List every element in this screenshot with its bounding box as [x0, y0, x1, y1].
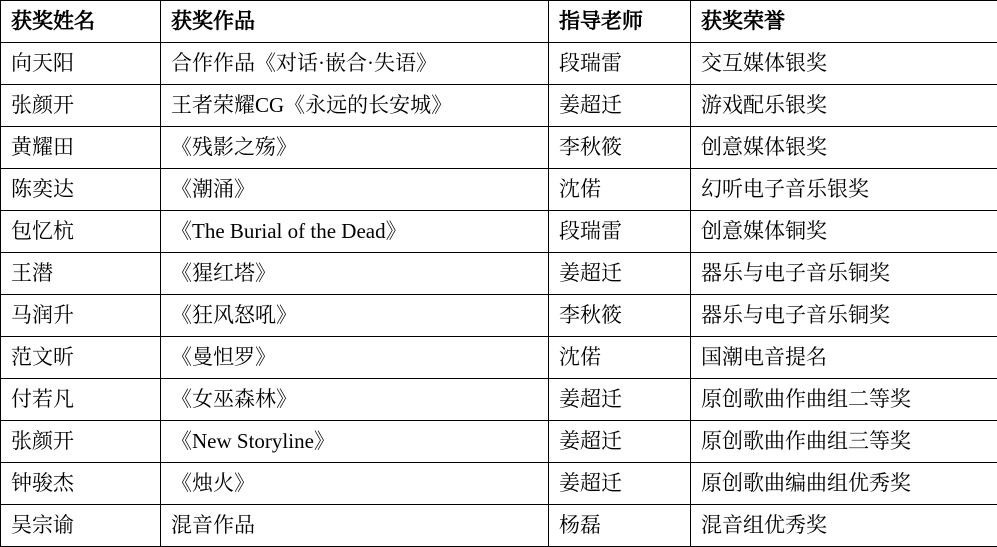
table-row: [1, 253, 997, 295]
cell-advisor: 姜超迁: [549, 463, 691, 505]
cell-honor: 器乐与电子音乐铜奖: [691, 253, 997, 295]
cell-advisor: 姜超迁: [549, 379, 691, 421]
cell-honor: 幻听电子音乐银奖: [691, 169, 997, 211]
cell-work: 王者荣耀CG《永远的长安城》: [161, 85, 549, 127]
cell-name: 张颜开: [1, 421, 161, 463]
column-header-honor: 获奖荣誉: [691, 1, 997, 43]
cell-advisor: 沈偌: [549, 337, 691, 379]
cell-honor: 原创歌曲作曲组三等奖: [691, 421, 997, 463]
cell-honor: 器乐与电子音乐铜奖: [691, 295, 997, 337]
cell-honor: 创意媒体铜奖: [691, 211, 997, 253]
table-header: [1, 1, 997, 43]
table-row: [1, 337, 997, 379]
table-row: [1, 295, 997, 337]
cell-honor: 游戏配乐银奖: [691, 85, 997, 127]
table-row: [1, 85, 997, 127]
cell-honor: 交互媒体银奖: [691, 43, 997, 85]
cell-advisor: 姜超迁: [549, 253, 691, 295]
cell-name: 张颜开: [1, 85, 161, 127]
cell-work: 《女巫森林》: [161, 379, 549, 421]
cell-work: 《烛火》: [161, 463, 549, 505]
table-row: [1, 379, 997, 421]
cell-advisor: 沈偌: [549, 169, 691, 211]
cell-name: 钟骏杰: [1, 463, 161, 505]
cell-advisor: 杨磊: [549, 505, 691, 547]
table-row: [1, 43, 997, 85]
table-row: [1, 463, 997, 505]
cell-advisor: 李秋筱: [549, 295, 691, 337]
cell-name: 吴宗谕: [1, 505, 161, 547]
cell-work: 《残影之殇》: [161, 127, 549, 169]
table-body: [1, 43, 997, 547]
table-row: [1, 169, 997, 211]
cell-work: 《狂风怒吼》: [161, 295, 549, 337]
cell-work: 《猩红塔》: [161, 253, 549, 295]
column-header-name: 获奖姓名: [1, 1, 161, 43]
cell-name: 黄耀田: [1, 127, 161, 169]
cell-advisor: 李秋筱: [549, 127, 691, 169]
cell-work: 混音作品: [161, 505, 549, 547]
cell-name: 向天阳: [1, 43, 161, 85]
table-row: [1, 421, 997, 463]
cell-name: 范文昕: [1, 337, 161, 379]
cell-honor: 原创歌曲作曲组二等奖: [691, 379, 997, 421]
cell-name: 陈奕达: [1, 169, 161, 211]
cell-advisor: 姜超迁: [549, 421, 691, 463]
table-header-row: [1, 1, 997, 43]
cell-name: 王潜: [1, 253, 161, 295]
cell-advisor: 段瑞雷: [549, 211, 691, 253]
cell-work: 合作作品《对话·嵌合·失语》: [161, 43, 549, 85]
cell-work: 《曼怛罗》: [161, 337, 549, 379]
column-header-advisor: 指导老师: [549, 1, 691, 43]
cell-honor: 创意媒体银奖: [691, 127, 997, 169]
column-header-work: 获奖作品: [161, 1, 549, 43]
cell-name: 包忆杭: [1, 211, 161, 253]
cell-advisor: 段瑞雷: [549, 43, 691, 85]
cell-honor: 国潮电音提名: [691, 337, 997, 379]
cell-work: 《潮涌》: [161, 169, 549, 211]
cell-honor: 混音组优秀奖: [691, 505, 997, 547]
cell-name: 马润升: [1, 295, 161, 337]
cell-work: 《The Burial of the Dead》: [161, 211, 549, 253]
table-row: [1, 505, 997, 547]
cell-honor: 原创歌曲编曲组优秀奖: [691, 463, 997, 505]
cell-advisor: 姜超迁: [549, 85, 691, 127]
table-row: [1, 211, 997, 253]
table-row: [1, 127, 997, 169]
cell-name: 付若凡: [1, 379, 161, 421]
cell-work: 《New Storyline》: [161, 421, 549, 463]
